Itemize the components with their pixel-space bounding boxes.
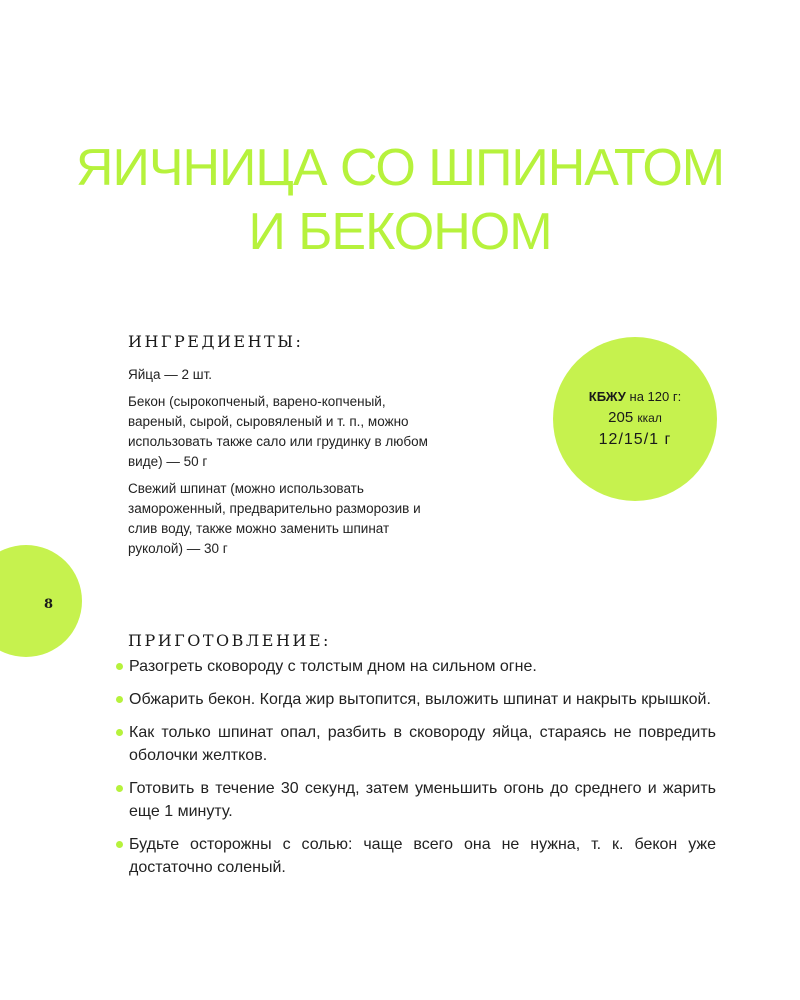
preparation-step bbox=[116, 777, 716, 823]
nutrition-kcal-value: 205 bbox=[608, 409, 634, 426]
preparation-steps bbox=[116, 655, 716, 889]
nutrition-per: на 120 г: bbox=[629, 389, 682, 404]
nutrition-kcal bbox=[608, 407, 662, 429]
nutrition-macros: 12/15/1 г bbox=[598, 431, 672, 448]
preparation-step bbox=[116, 833, 716, 879]
nutrition-badge bbox=[553, 337, 717, 501]
bullet-dot-icon bbox=[116, 841, 123, 848]
step-text: Разогреть сковороду с толстым дном на сильном огне. bbox=[129, 658, 537, 675]
ingredient-item: Бекон (сырокопченый, варено-копченый, вареный, сырой, сыровяленый и т. п., можно использовать также сало или грудинку в любом виде) — 50 г bbox=[128, 394, 428, 469]
page-number: 8 bbox=[44, 597, 54, 612]
preparation-step bbox=[116, 655, 716, 678]
ingredient-item: Свежий шпинат (можно использовать замороженный, предварительно разморозив и слив воду, также можно заменить шпинат руколой) — 30 г bbox=[128, 481, 421, 556]
bullet-dot-icon bbox=[116, 663, 123, 670]
recipe-title-line-2: И БЕКОНОМ bbox=[248, 203, 552, 261]
page-number-circle bbox=[0, 545, 82, 657]
ingredients-heading: ИНГРЕДИЕНТЫ: bbox=[128, 332, 304, 351]
bullet-dot-icon bbox=[116, 785, 123, 792]
nutrition-label-line bbox=[589, 387, 681, 407]
nutrition-kcal-unit: ккал bbox=[637, 411, 662, 425]
preparation-step bbox=[116, 721, 716, 767]
step-text: Будьте осторожны с солью: чаще всего она не нужна, т. к. бекон уже достаточно соленый. bbox=[129, 836, 716, 876]
step-text: Обжарить бекон. Когда жир вытопится, выложить шпинат и накрыть крышкой. bbox=[129, 691, 711, 708]
preparation-step bbox=[116, 688, 716, 711]
step-text: Как только шпинат опал, разбить в сковороду яйца, стараясь не повредить оболочки желтков. bbox=[129, 724, 716, 764]
preparation-heading: ПРИГОТОВЛЕНИЕ: bbox=[128, 631, 331, 650]
recipe-title bbox=[0, 136, 800, 264]
ingredient-item: Яйца — 2 шт. bbox=[128, 367, 213, 382]
ingredients-list bbox=[128, 365, 428, 566]
nutrition-label: КБЖУ bbox=[588, 389, 626, 404]
step-text: Готовить в течение 30 секунд, затем уменьшить огонь до среднего и жарить еще 1 минуту. bbox=[129, 780, 716, 820]
recipe-title-line-1: ЯИЧНИЦА СО ШПИНАТОМ bbox=[75, 139, 725, 197]
bullet-dot-icon bbox=[116, 729, 123, 736]
bullet-dot-icon bbox=[116, 696, 123, 703]
